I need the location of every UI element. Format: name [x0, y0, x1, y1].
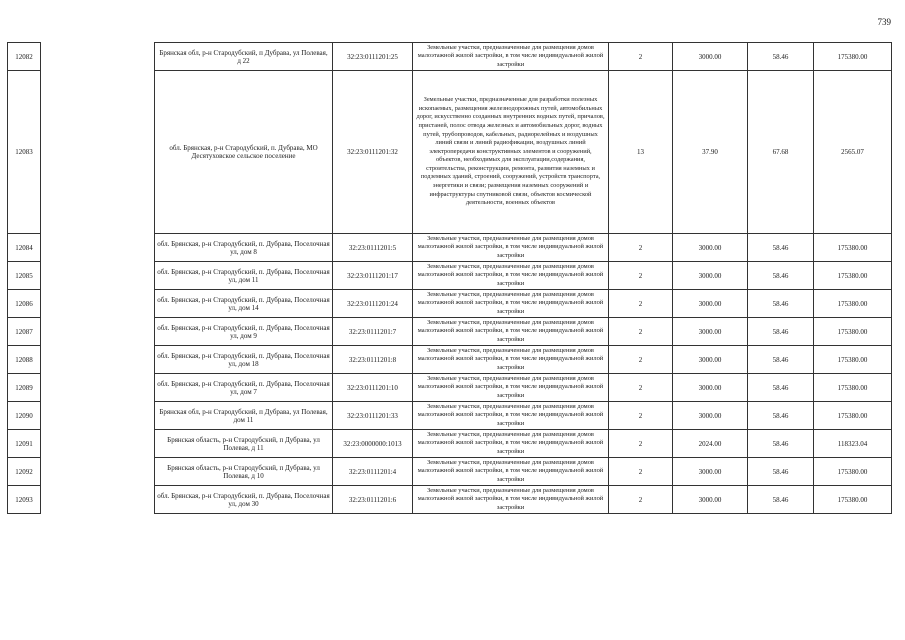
land-use-purpose-cell: Земельные участки, предназначенные для размещения домов малоэтажной жилой застройки, в том числе индивидуальной жилой застройки	[413, 430, 609, 458]
use-group-cell: 2	[609, 402, 673, 430]
cadastral-number-cell: 32:23:0111201:8	[333, 346, 413, 374]
cadastral-value-cell: 175380.00	[814, 486, 892, 514]
cadastral-value-cell: 175380.00	[814, 234, 892, 262]
address-cell: обл. Брянская, р-н Стародубский, п. Дубрава, Поселочная ул, дом 14	[155, 290, 333, 318]
address-cell: Брянская область, р-н Стародубский, п Дубрава, ул Полевая, д 10	[155, 458, 333, 486]
spacer-cell	[41, 374, 155, 402]
land-use-purpose-cell: Земельные участки, предназначенные для размещения домов малоэтажной жилой застройки, в том числе индивидуальной жилой застройки	[413, 486, 609, 514]
area-cell: 2024.00	[673, 430, 748, 458]
cadastral-value-cell: 175380.00	[814, 318, 892, 346]
cadastral-number-cell: 32:23:0111201:6	[333, 486, 413, 514]
cadastral-number-cell: 32:23:0111201:10	[333, 374, 413, 402]
record-number-cell: 12093	[8, 486, 41, 514]
table-row	[8, 402, 892, 430]
table-row	[8, 374, 892, 402]
record-number-cell: 12085	[8, 262, 41, 290]
use-group-cell: 2	[609, 346, 673, 374]
land-use-purpose-cell: Земельные участки, предназначенные для размещения домов малоэтажной жилой застройки, в том числе индивидуальной жилой застройки	[413, 458, 609, 486]
land-use-purpose-cell: Земельные участки, предназначенные для размещения домов малоэтажной жилой застройки, в том числе индивидуальной жилой застройки	[413, 346, 609, 374]
record-number-cell: 12090	[8, 402, 41, 430]
record-number-cell: 12089	[8, 374, 41, 402]
cadastral-number-cell: 32:23:0111201:4	[333, 458, 413, 486]
area-cell: 3000.00	[673, 318, 748, 346]
land-use-purpose-cell: Земельные участки, предназначенные для размещения домов малоэтажной жилой застройки, в том числе индивидуальной жилой застройки	[413, 402, 609, 430]
spacer-cell	[41, 318, 155, 346]
use-group-cell: 13	[609, 71, 673, 234]
table-row	[8, 43, 892, 71]
specific-value-cell: 58.46	[748, 234, 814, 262]
cadastral-number-cell: 32:23:0111201:7	[333, 318, 413, 346]
specific-value-cell: 58.46	[748, 318, 814, 346]
area-cell: 3000.00	[673, 234, 748, 262]
spacer-cell	[41, 430, 155, 458]
spacer-cell	[41, 262, 155, 290]
record-number-cell: 12088	[8, 346, 41, 374]
specific-value-cell: 67.68	[748, 71, 814, 234]
cadastral-value-cell: 175380.00	[814, 346, 892, 374]
cadastral-number-cell: 32:23:0111201:25	[333, 43, 413, 71]
record-number-cell: 12084	[8, 234, 41, 262]
land-use-purpose-cell: Земельные участки, предназначенные для размещения домов малоэтажной жилой застройки, в том числе индивидуальной жилой застройки	[413, 234, 609, 262]
use-group-cell: 2	[609, 458, 673, 486]
land-use-purpose-cell: Земельные участки, предназначенные для размещения домов малоэтажной жилой застройки, в том числе индивидуальной жилой застройки	[413, 374, 609, 402]
address-cell: обл. Брянская, р-н Стародубский, п. Дубрава, Поселочная ул, дом 30	[155, 486, 333, 514]
cadastral-number-cell: 32:23:0000000:1013	[333, 430, 413, 458]
land-use-purpose-cell: Земельные участки, предназначенные для размещения домов малоэтажной жилой застройки, в том числе индивидуальной жилой застройки	[413, 290, 609, 318]
specific-value-cell: 58.46	[748, 374, 814, 402]
specific-value-cell: 58.46	[748, 402, 814, 430]
specific-value-cell: 58.46	[748, 262, 814, 290]
address-cell: обл. Брянская, р-н Стародубский, п. Дубрава, Поселочная ул, дом 7	[155, 374, 333, 402]
cadastral-value-cell: 175380.00	[814, 402, 892, 430]
area-cell: 3000.00	[673, 458, 748, 486]
table-row	[8, 262, 892, 290]
area-cell: 3000.00	[673, 374, 748, 402]
address-cell: обл. Брянская, р-н Стародубский, п. Дубрава, Поселочная ул, дом 8	[155, 234, 333, 262]
specific-value-cell: 58.46	[748, 43, 814, 71]
cadastral-number-cell: 32:23:0111201:33	[333, 402, 413, 430]
address-cell: обл. Брянская, р-н Стародубский, п. Дубрава, Поселочная ул, дом 9	[155, 318, 333, 346]
cadastral-value-cell: 175380.00	[814, 262, 892, 290]
address-cell: Брянская область, р-н Стародубский, п Дубрава, ул Полевая, д 11	[155, 430, 333, 458]
table-row	[8, 430, 892, 458]
specific-value-cell: 58.46	[748, 430, 814, 458]
specific-value-cell: 58.46	[748, 346, 814, 374]
land-use-purpose-cell: Земельные участки, предназначенные для размещения домов малоэтажной жилой застройки, в том числе индивидуальной жилой застройки	[413, 43, 609, 71]
address-cell: обл. Брянская, р-н Стародубский, п. Дубрава, Поселочная ул, дом 18	[155, 346, 333, 374]
area-cell: 3000.00	[673, 346, 748, 374]
use-group-cell: 2	[609, 43, 673, 71]
address-cell: обл. Брянская, р-н Стародубский, п. Дубрава, Поселочная ул, дом 11	[155, 262, 333, 290]
spacer-cell	[41, 458, 155, 486]
address-cell: Брянская обл, р-н Стародубский, п Дубрава, ул Полевая, д 22	[155, 43, 333, 71]
area-cell: 3000.00	[673, 290, 748, 318]
cadastral-value-table	[7, 42, 892, 514]
cadastral-value-cell: 175380.00	[814, 290, 892, 318]
spacer-cell	[41, 43, 155, 71]
cadastral-value-cell: 118323.04	[814, 430, 892, 458]
use-group-cell: 2	[609, 234, 673, 262]
use-group-cell: 2	[609, 430, 673, 458]
specific-value-cell: 58.46	[748, 458, 814, 486]
table-row	[8, 290, 892, 318]
cadastral-number-cell: 32:23:0111201:24	[333, 290, 413, 318]
area-cell: 37.90	[673, 71, 748, 234]
use-group-cell: 2	[609, 374, 673, 402]
cadastral-value-cell: 175380.00	[814, 43, 892, 71]
cadastral-number-cell: 32:23:0111201:32	[333, 71, 413, 234]
specific-value-cell: 58.46	[748, 486, 814, 514]
page-number: 739	[877, 17, 891, 27]
specific-value-cell: 58.46	[748, 290, 814, 318]
record-number-cell: 12091	[8, 430, 41, 458]
cadastral-number-cell: 32:23:0111201:17	[333, 262, 413, 290]
table-row	[8, 346, 892, 374]
spacer-cell	[41, 402, 155, 430]
spacer-cell	[41, 346, 155, 374]
land-use-purpose-cell: Земельные участки, предназначенные для разработки полезных ископаемых, размещения железнодорожных путей, автомобильных дорог, искусственно созданных внутренних водных путей, причалов, пристаней, полос отвода железных и автомобильных дорог, водных путей, трубопроводов, кабельных, радиорелейных и воздушных линий связи и линий радиофикации, воздушных линий электропередачи конструктивных элементов и сооружений, объектов, необходимых для эксплуатации,содержания, строительства, реконструкции, ремонта, развития наземных и подземных зданий, строений, сооружений, устройств транспорта, энергетики и связи; размещения наземных сооружений и инфраструктуры спутниковой связи, объектов космической деятельности, военных объектов	[413, 71, 609, 234]
cadastral-value-cell: 175380.00	[814, 374, 892, 402]
land-use-purpose-cell: Земельные участки, предназначенные для размещения домов малоэтажной жилой застройки, в том числе индивидуальной жилой застройки	[413, 318, 609, 346]
record-number-cell: 12087	[8, 318, 41, 346]
record-number-cell: 12092	[8, 458, 41, 486]
spacer-cell	[41, 234, 155, 262]
use-group-cell: 2	[609, 262, 673, 290]
cadastral-value-cell: 2565.07	[814, 71, 892, 234]
table-row	[8, 318, 892, 346]
record-number-cell: 12082	[8, 43, 41, 71]
area-cell: 3000.00	[673, 262, 748, 290]
spacer-cell	[41, 71, 155, 234]
area-cell: 3000.00	[673, 486, 748, 514]
use-group-cell: 2	[609, 290, 673, 318]
use-group-cell: 2	[609, 486, 673, 514]
cadastral-number-cell: 32:23:0111201:5	[333, 234, 413, 262]
land-use-purpose-cell: Земельные участки, предназначенные для размещения домов малоэтажной жилой застройки, в том числе индивидуальной жилой застройки	[413, 262, 609, 290]
record-number-cell: 12083	[8, 71, 41, 234]
area-cell: 3000.00	[673, 43, 748, 71]
table-row	[8, 486, 892, 514]
address-cell: Брянская обл, р-н Стародубский, п Дубрава, ул Полевая, дом 11	[155, 402, 333, 430]
spacer-cell	[41, 290, 155, 318]
table-row	[8, 71, 892, 234]
area-cell: 3000.00	[673, 402, 748, 430]
cadastral-value-cell: 175380.00	[814, 458, 892, 486]
table-row	[8, 234, 892, 262]
address-cell: обл. Брянская, р-н Стародубский, п. Дубрава, МО Десятуховское сельское поселение	[155, 71, 333, 234]
spacer-cell	[41, 486, 155, 514]
use-group-cell: 2	[609, 318, 673, 346]
table-row	[8, 458, 892, 486]
record-number-cell: 12086	[8, 290, 41, 318]
